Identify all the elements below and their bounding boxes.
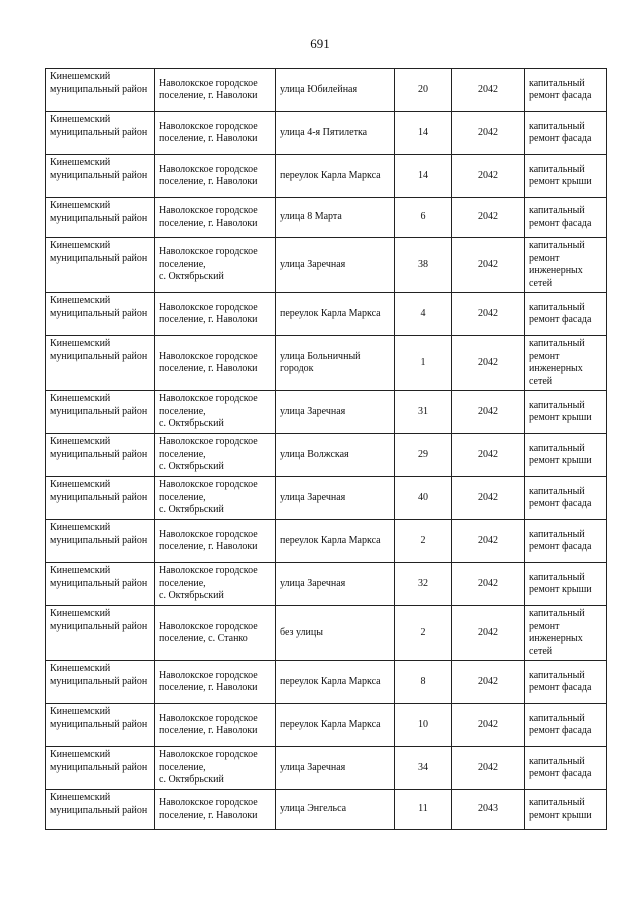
table-row [46,704,607,747]
cell-settlement: Наволокское городское поселение, с. Станко [155,606,276,661]
cell-street: улица Волжская [276,434,395,477]
cell-work-type: капитальный ремонт фасада [525,747,607,790]
cell-settlement: Наволокское городское поселение, г. Наволоки [155,112,276,155]
cell-house-number: 2 [395,520,452,563]
cell-street: без улицы [276,606,395,661]
cell-house-number: 29 [395,434,452,477]
cell-settlement: Наволокское городское поселение, г. Наволоки [155,790,276,830]
cell-year: 2042 [452,434,525,477]
cell-house-number: 8 [395,661,452,704]
cell-house-number: 14 [395,112,452,155]
cell-work-type: капитальный ремонт фасада [525,69,607,112]
cell-district: Кинешемский муниципальный район [46,238,155,293]
cell-year: 2042 [452,198,525,238]
table-row [46,747,607,790]
cell-house-number: 2 [395,606,452,661]
registry-table [45,68,607,830]
cell-district: Кинешемский муниципальный район [46,477,155,520]
cell-work-type: капитальный ремонт крыши [525,391,607,434]
cell-year: 2042 [452,238,525,293]
cell-street: переулок Карла Маркса [276,520,395,563]
cell-house-number: 1 [395,336,452,391]
cell-street: улица Больничный городок [276,336,395,391]
cell-year: 2042 [452,520,525,563]
cell-settlement: Наволокское городское поселение, с. Октябрьский [155,434,276,477]
cell-settlement: Наволокское городское поселение, с. Октябрьский [155,747,276,790]
cell-street: улица Заречная [276,391,395,434]
table-row [46,69,607,112]
cell-street: улица Заречная [276,563,395,606]
cell-district: Кинешемский муниципальный район [46,606,155,661]
page-number: 691 [310,36,330,51]
cell-district: Кинешемский муниципальный район [46,790,155,830]
cell-street: переулок Карла Маркса [276,661,395,704]
cell-house-number: 11 [395,790,452,830]
table-row [46,293,607,336]
cell-settlement: Наволокское городское поселение, г. Наволоки [155,661,276,704]
cell-street: переулок Карла Маркса [276,155,395,198]
cell-district: Кинешемский муниципальный район [46,112,155,155]
table-row [46,198,607,238]
cell-work-type: капитальный ремонт фасада [525,293,607,336]
cell-work-type: капитальный ремонт крыши [525,155,607,198]
cell-house-number: 14 [395,155,452,198]
cell-year: 2042 [452,155,525,198]
cell-work-type: капитальный ремонт фасада [525,198,607,238]
cell-house-number: 10 [395,704,452,747]
cell-work-type: капитальный ремонт крыши [525,434,607,477]
cell-settlement: Наволокское городское поселение, г. Наволоки [155,198,276,238]
table-row [46,112,607,155]
cell-district: Кинешемский муниципальный район [46,155,155,198]
cell-district: Кинешемский муниципальный район [46,336,155,391]
cell-work-type: капитальный ремонт фасада [525,477,607,520]
cell-work-type: капитальный ремонт инженерных сетей [525,238,607,293]
cell-work-type: капитальный ремонт фасада [525,112,607,155]
cell-district: Кинешемский муниципальный район [46,520,155,563]
cell-district: Кинешемский муниципальный район [46,198,155,238]
cell-year: 2042 [452,704,525,747]
cell-settlement: Наволокское городское поселение, г. Наволоки [155,155,276,198]
cell-house-number: 34 [395,747,452,790]
table-row [46,606,607,661]
cell-house-number: 6 [395,198,452,238]
table-row [46,155,607,198]
cell-district: Кинешемский муниципальный район [46,69,155,112]
cell-street: переулок Карла Маркса [276,293,395,336]
cell-settlement: Наволокское городское поселение, г. Наволоки [155,336,276,391]
cell-house-number: 20 [395,69,452,112]
cell-year: 2042 [452,391,525,434]
cell-district: Кинешемский муниципальный район [46,661,155,704]
cell-street: улица Заречная [276,477,395,520]
cell-house-number: 40 [395,477,452,520]
cell-settlement: Наволокское городское поселение, с. Октябрьский [155,238,276,293]
cell-work-type: капитальный ремонт фасада [525,704,607,747]
table-row [46,336,607,391]
cell-settlement: Наволокское городское поселение, с. Октябрьский [155,563,276,606]
cell-district: Кинешемский муниципальный район [46,391,155,434]
cell-year: 2042 [452,606,525,661]
cell-settlement: Наволокское городское поселение, с. Октябрьский [155,477,276,520]
cell-house-number: 31 [395,391,452,434]
cell-settlement: Наволокское городское поселение, г. Наволоки [155,704,276,747]
table-row [46,238,607,293]
table-row [46,434,607,477]
cell-year: 2042 [452,293,525,336]
table-row [46,520,607,563]
cell-district: Кинешемский муниципальный район [46,747,155,790]
table-row [46,790,607,830]
cell-year: 2042 [452,563,525,606]
cell-district: Кинешемский муниципальный район [46,293,155,336]
cell-work-type: капитальный ремонт инженерных сетей [525,336,607,391]
cell-year: 2042 [452,661,525,704]
cell-year: 2043 [452,790,525,830]
cell-district: Кинешемский муниципальный район [46,434,155,477]
cell-year: 2042 [452,477,525,520]
cell-work-type: капитальный ремонт инженерных сетей [525,606,607,661]
cell-house-number: 4 [395,293,452,336]
cell-work-type: капитальный ремонт крыши [525,563,607,606]
cell-settlement: Наволокское городское поселение, г. Наволоки [155,520,276,563]
cell-work-type: капитальный ремонт фасада [525,661,607,704]
cell-district: Кинешемский муниципальный район [46,704,155,747]
cell-year: 2042 [452,112,525,155]
cell-street: улица Энгельса [276,790,395,830]
cell-street: улица Заречная [276,747,395,790]
cell-street: улица 8 Марта [276,198,395,238]
cell-street: улица 4-я Пятилетка [276,112,395,155]
cell-house-number: 32 [395,563,452,606]
cell-work-type: капитальный ремонт крыши [525,790,607,830]
cell-district: Кинешемский муниципальный район [46,563,155,606]
cell-settlement: Наволокское городское поселение, г. Наволоки [155,293,276,336]
table-row [46,661,607,704]
registry-table-body [46,69,607,830]
table-row [46,563,607,606]
table-row [46,477,607,520]
table-row [46,391,607,434]
cell-year: 2042 [452,336,525,391]
cell-street: переулок Карла Маркса [276,704,395,747]
cell-settlement: Наволокское городское поселение, г. Наволоки [155,69,276,112]
cell-settlement: Наволокское городское поселение, с. Октябрьский [155,391,276,434]
cell-house-number: 38 [395,238,452,293]
cell-street: улица Заречная [276,238,395,293]
cell-work-type: капитальный ремонт фасада [525,520,607,563]
cell-year: 2042 [452,747,525,790]
cell-year: 2042 [452,69,525,112]
cell-street: улица Юбилейная [276,69,395,112]
